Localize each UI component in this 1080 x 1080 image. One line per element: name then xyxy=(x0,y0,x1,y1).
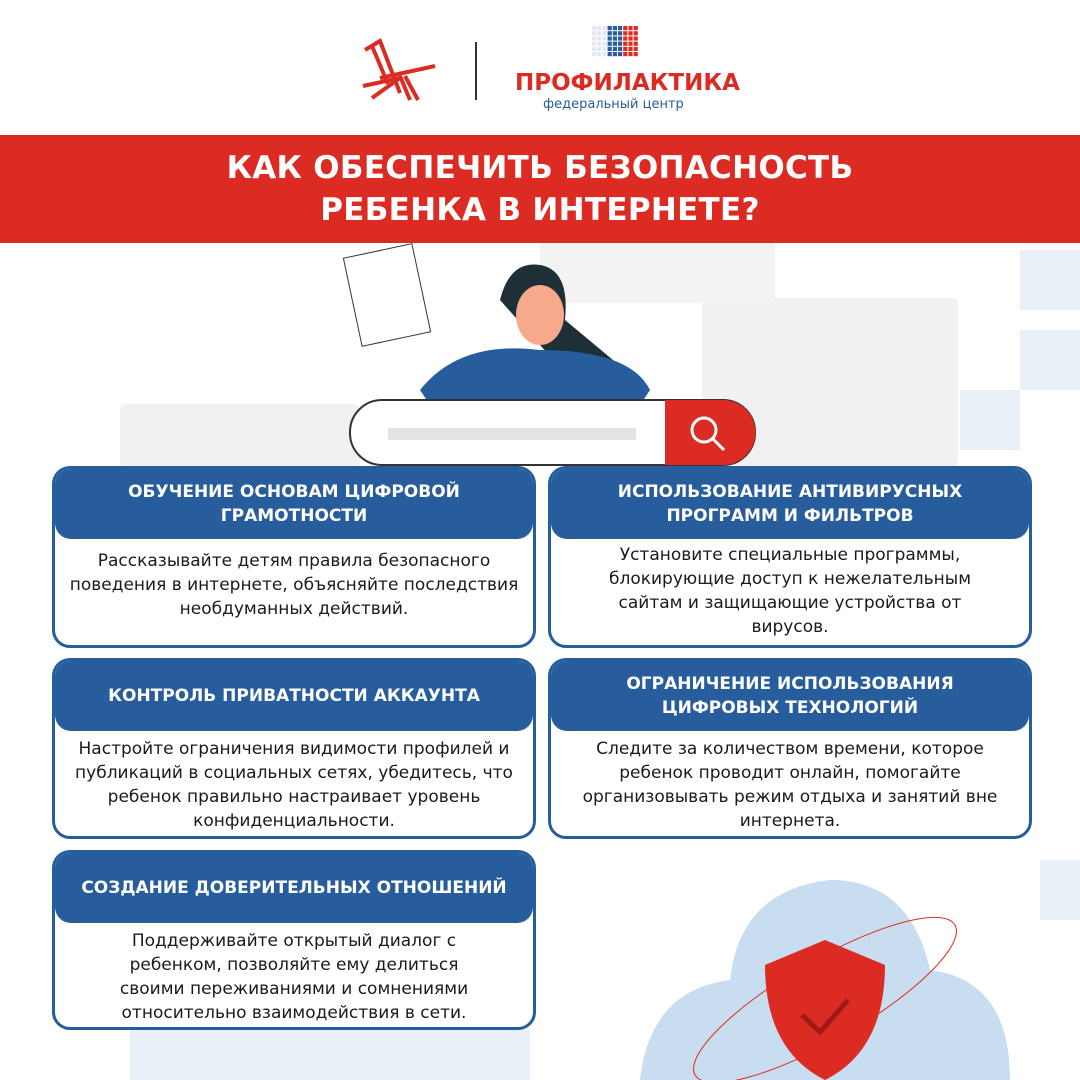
flag-cell xyxy=(602,36,606,40)
flag-cell xyxy=(597,52,601,56)
horse-logo-icon xyxy=(360,38,440,104)
card-text: Настройте ограничения видимости профилей и публикаций в социальных сетях, убедитесь, что ребенок правильно настраивает уровень конфиденциальности. xyxy=(75,739,513,831)
title-banner xyxy=(0,135,1080,243)
flag-cell xyxy=(634,26,638,30)
flag-cell xyxy=(608,52,612,56)
flag-cell xyxy=(634,52,638,56)
card-text: Установите специальные программы, блокирующие доступ к нежелательным сайтам и защищающие устройства от вирусов. xyxy=(608,545,972,637)
flag-cell xyxy=(618,36,622,40)
logo-divider xyxy=(475,42,477,100)
flag-cell xyxy=(602,47,606,51)
page-title-line1: КАК ОБЕСПЕЧИТЬ БЕЗОПАСНОСТЬ xyxy=(226,150,854,186)
flag-cell xyxy=(628,52,632,56)
flag-cell xyxy=(623,42,627,46)
card-antivirus xyxy=(548,466,1032,648)
flag-cell xyxy=(597,47,601,51)
card-text: Рассказывайте детям правила безопасного поведения в интернете, объясняйте последствия необдуманных действий. xyxy=(69,551,519,619)
flag-cell xyxy=(597,36,601,40)
flag-cell xyxy=(613,36,617,40)
flag-cell xyxy=(623,26,627,30)
card-title: ИСПОЛЬЗОВАНИЕ АНТИВИРУСНЫХ ПРОГРАММ И ФИЛЬТРОВ xyxy=(551,469,1029,539)
shield-cloud-illustration xyxy=(640,870,1020,1080)
flag-cell xyxy=(608,36,612,40)
flag-cell xyxy=(623,47,627,51)
card-title: ОГРАНИЧЕНИЕ ИСПОЛЬЗОВАНИЯ ЦИФРОВЫХ ТЕХНОЛОГИЙ xyxy=(551,661,1029,731)
flag-cell xyxy=(592,36,596,40)
brand-name: ПРОФИЛАКТИКА xyxy=(515,70,740,96)
flag-cell xyxy=(613,31,617,35)
flag-cell xyxy=(634,36,638,40)
flag-cell xyxy=(608,47,612,51)
flag-cell xyxy=(608,42,612,46)
flag-cell xyxy=(618,42,622,46)
flag-cell xyxy=(592,42,596,46)
flag-cell xyxy=(613,47,617,51)
flag-cell xyxy=(634,47,638,51)
flag-cell xyxy=(592,31,596,35)
flag-cell xyxy=(592,26,596,30)
flag-cell xyxy=(628,42,632,46)
flag-cell xyxy=(613,42,617,46)
card-limit-usage xyxy=(548,658,1032,839)
flag-cell xyxy=(597,31,601,35)
brand-subtitle: федеральный центр xyxy=(543,97,684,112)
flag-cell xyxy=(628,47,632,51)
flag-cell xyxy=(628,31,632,35)
flag-cell xyxy=(634,31,638,35)
card-text: Следите за количеством времени, которое ребенок проводит онлайн, помогайте организовывать режим отдыха и занятий вне интернета. xyxy=(582,739,998,831)
flag-cell xyxy=(597,26,601,30)
browser-window-illustration xyxy=(120,404,360,468)
flag-cell xyxy=(592,47,596,51)
flag-cell xyxy=(618,47,622,51)
flag-cell xyxy=(634,42,638,46)
flag-cell xyxy=(602,31,606,35)
card-privacy xyxy=(52,658,536,839)
card-digital-literacy xyxy=(52,466,536,648)
flag-cell xyxy=(628,36,632,40)
flag-cell xyxy=(597,42,601,46)
card-title: ОБУЧЕНИЕ ОСНОВАМ ЦИФРОВОЙ ГРАМОТНОСТИ xyxy=(55,469,533,539)
flag-cell xyxy=(623,36,627,40)
flag-cell xyxy=(602,42,606,46)
card-title: СОЗДАНИЕ ДОВЕРИТЕЛЬНЫХ ОТНОШЕНИЙ xyxy=(55,853,533,923)
flag-cell xyxy=(623,31,627,35)
flag-cell xyxy=(602,52,606,56)
flag-cell xyxy=(628,26,632,30)
flag-cell xyxy=(592,52,596,56)
woman-search-illustration xyxy=(340,240,760,470)
card-trust xyxy=(52,850,536,1030)
flag-cell xyxy=(618,26,622,30)
flag-grid-logo-icon xyxy=(592,26,640,62)
card-title: КОНТРОЛЬ ПРИВАТНОСТИ АККАУНТА xyxy=(55,661,533,731)
flag-cell xyxy=(613,52,617,56)
flag-cell xyxy=(608,26,612,30)
card-text: Поддерживайте открытый диалог с ребенком, позволяйте ему делиться своими переживаниями и сомнениями относительно взаимодействия в сети. xyxy=(119,931,469,1023)
flag-cell xyxy=(618,31,622,35)
flag-cell xyxy=(618,52,622,56)
flag-cell xyxy=(613,26,617,30)
flag-cell xyxy=(602,26,606,30)
flag-cell xyxy=(608,31,612,35)
page-title-line2: РЕБЕНКА В ИНТЕРНЕТЕ? xyxy=(320,192,760,228)
flag-cell xyxy=(623,52,627,56)
